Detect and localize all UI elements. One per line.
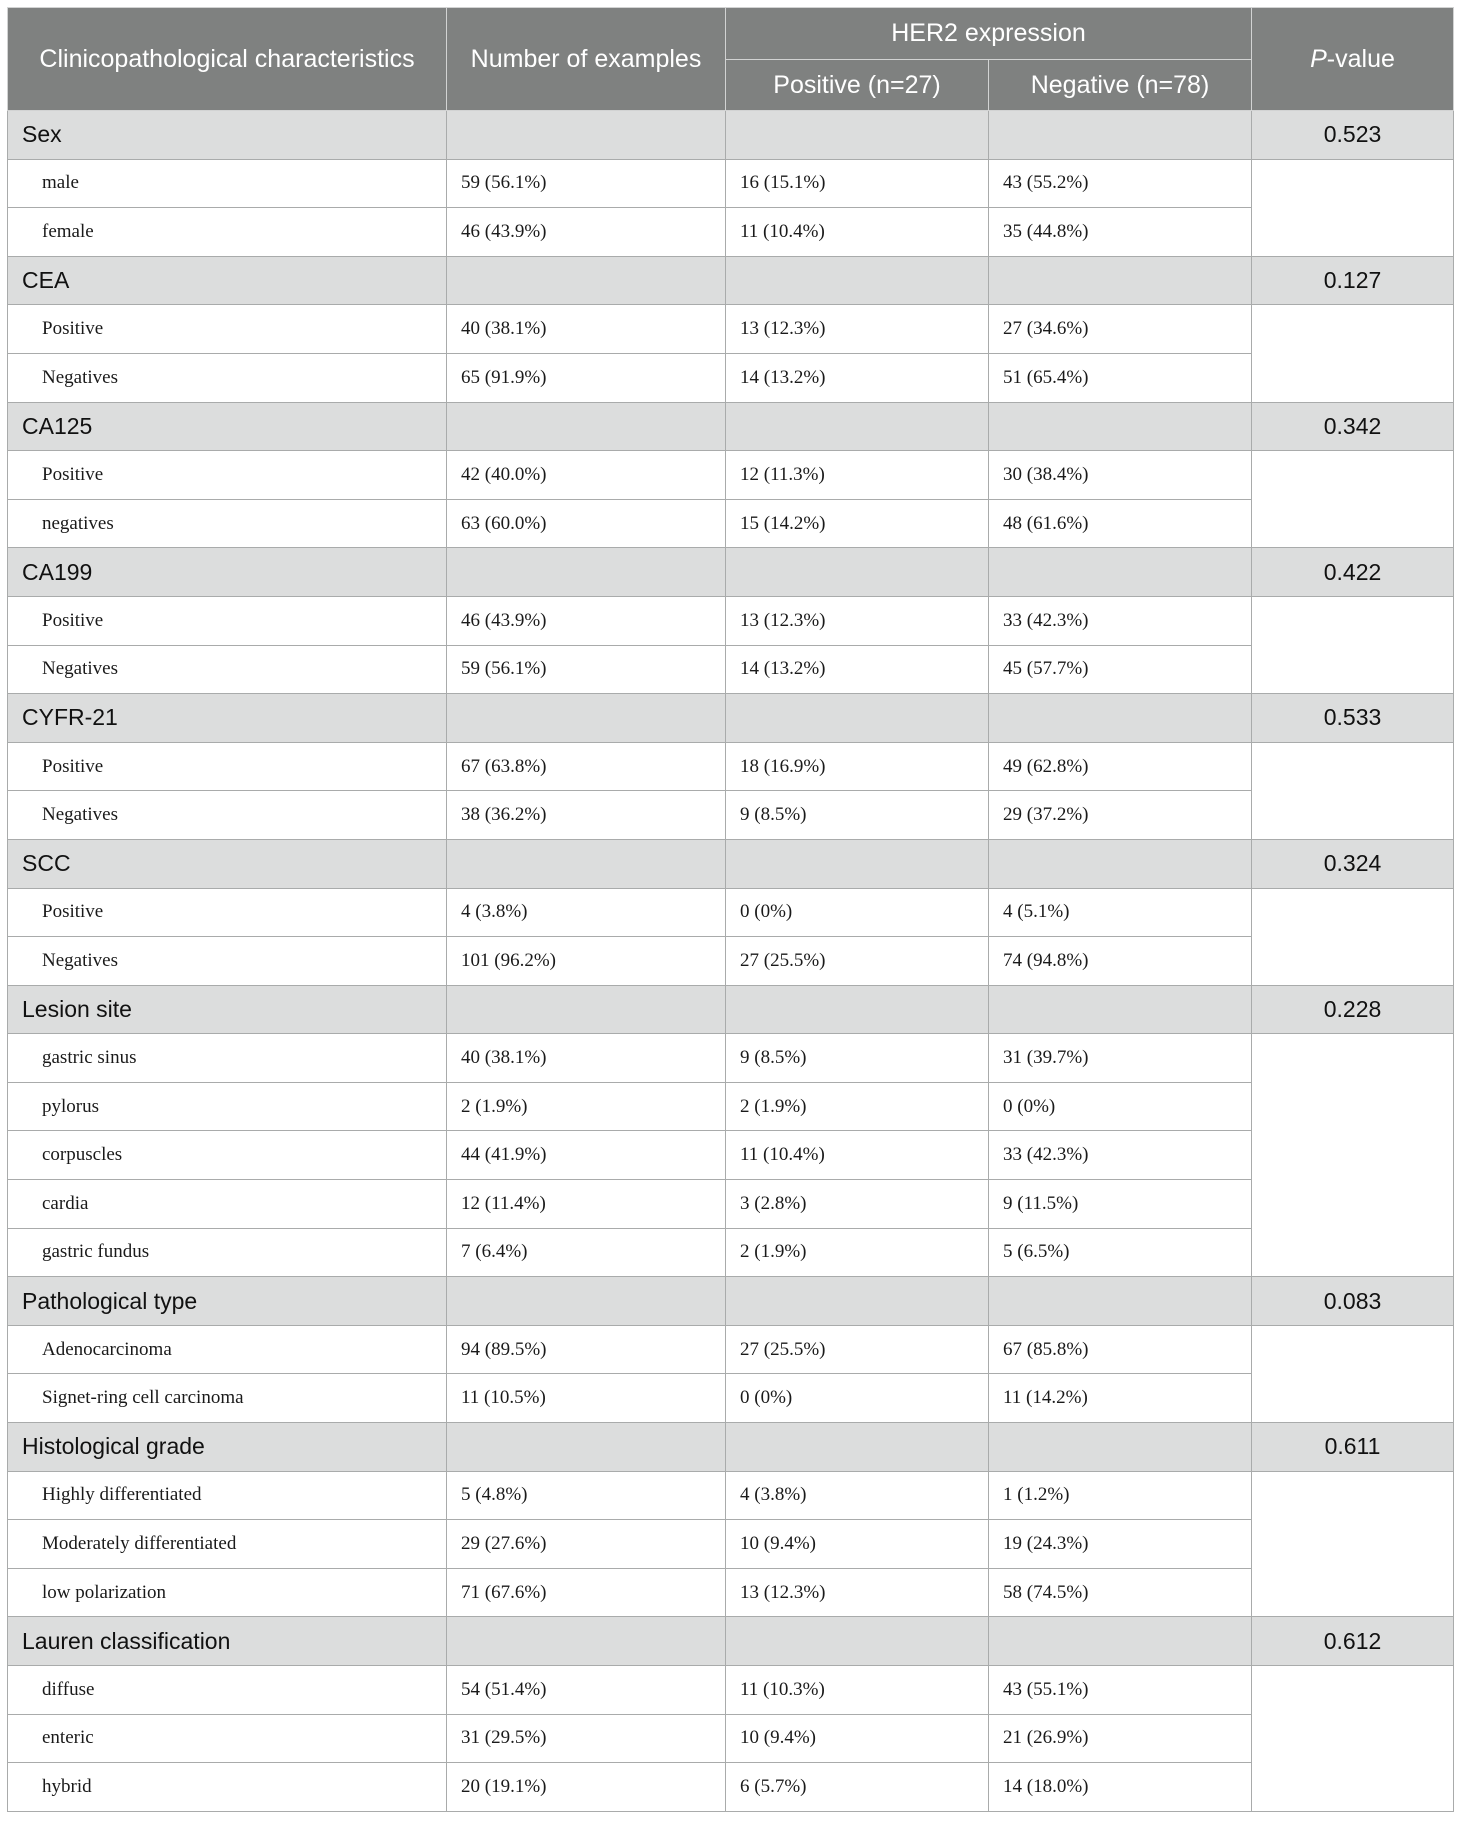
row-total: 63 (60.0%): [447, 499, 726, 548]
table-row: [8, 1520, 1454, 1569]
row-label: low polarization: [8, 1568, 447, 1617]
p-value-blank-cell: [1252, 1034, 1454, 1277]
row-total: 29 (27.6%): [447, 1520, 726, 1569]
row-label: Negatives: [8, 937, 447, 986]
row-total: 12 (11.4%): [447, 1180, 726, 1229]
row-label: cardia: [8, 1180, 447, 1229]
group-blank-cell: [989, 548, 1252, 597]
row-label: diffuse: [8, 1666, 447, 1715]
row-positive: 0 (0%): [726, 888, 989, 937]
group-blank-cell: [726, 111, 989, 160]
group-name: Sex: [8, 111, 447, 160]
row-total: 67 (63.8%): [447, 742, 726, 791]
row-positive: 18 (16.9%): [726, 742, 989, 791]
group-name: CA199: [8, 548, 447, 597]
row-total: 7 (6.4%): [447, 1228, 726, 1277]
row-total: 11 (10.5%): [447, 1374, 726, 1423]
group-blank-cell: [447, 256, 726, 305]
p-value-blank-cell: [1252, 596, 1454, 693]
group-name: CYFR-21: [8, 694, 447, 743]
p-value-blank-cell: [1252, 888, 1454, 985]
table-row: [8, 1082, 1454, 1131]
group-p-value: 0.324: [1252, 839, 1454, 888]
group-p-value: 0.083: [1252, 1277, 1454, 1326]
row-positive: 4 (3.8%): [726, 1471, 989, 1520]
group-name: Lauren classification: [8, 1617, 447, 1666]
row-positive: 13 (12.3%): [726, 596, 989, 645]
row-negative: 49 (62.8%): [989, 742, 1252, 791]
row-total: 59 (56.1%): [447, 645, 726, 694]
group-blank-cell: [726, 694, 989, 743]
row-label: Positive: [8, 888, 447, 937]
table-row: [8, 1180, 1454, 1229]
row-negative: 9 (11.5%): [989, 1180, 1252, 1229]
row-negative: 11 (14.2%): [989, 1374, 1252, 1423]
group-name: Lesion site: [8, 985, 447, 1034]
row-total: 101 (96.2%): [447, 937, 726, 986]
row-positive: 3 (2.8%): [726, 1180, 989, 1229]
row-label: gastric fundus: [8, 1228, 447, 1277]
header-characteristics: Clinicopathological characteristics: [8, 8, 447, 111]
table-row: [8, 1228, 1454, 1277]
header-p-value-italic: P: [1310, 44, 1327, 73]
header-number-of-examples: Number of examples: [447, 8, 726, 111]
group-p-value: 0.612: [1252, 1617, 1454, 1666]
table-row: [8, 305, 1454, 354]
group-blank-cell: [447, 839, 726, 888]
group-blank-cell: [726, 839, 989, 888]
row-label: Adenocarcinoma: [8, 1325, 447, 1374]
table-row: [8, 937, 1454, 986]
group-blank-cell: [989, 1423, 1252, 1472]
group-header-row: [8, 985, 1454, 1034]
row-total: 40 (38.1%): [447, 305, 726, 354]
group-header-row: [8, 1617, 1454, 1666]
row-positive: 11 (10.4%): [726, 208, 989, 257]
group-header-row: [8, 839, 1454, 888]
row-total: 42 (40.0%): [447, 451, 726, 500]
table-row: [8, 1374, 1454, 1423]
row-positive: 15 (14.2%): [726, 499, 989, 548]
p-value-blank-cell: [1252, 159, 1454, 256]
data-table-container: [7, 7, 1453, 1812]
row-positive: 12 (11.3%): [726, 451, 989, 500]
row-label: gastric sinus: [8, 1034, 447, 1083]
table-row: [8, 791, 1454, 840]
her2-characteristics-table: [7, 7, 1454, 1812]
row-positive: 9 (8.5%): [726, 1034, 989, 1083]
row-negative: 30 (38.4%): [989, 451, 1252, 500]
group-blank-cell: [447, 111, 726, 160]
table-row: [8, 645, 1454, 694]
group-p-value: 0.523: [1252, 111, 1454, 160]
row-negative: 48 (61.6%): [989, 499, 1252, 548]
group-blank-cell: [726, 1617, 989, 1666]
row-total: 4 (3.8%): [447, 888, 726, 937]
group-blank-cell: [447, 548, 726, 597]
row-total: 40 (38.1%): [447, 1034, 726, 1083]
row-positive: 10 (9.4%): [726, 1714, 989, 1763]
row-positive: 6 (5.7%): [726, 1763, 989, 1812]
row-total: 46 (43.9%): [447, 596, 726, 645]
row-negative: 14 (18.0%): [989, 1763, 1252, 1812]
group-p-value: 0.533: [1252, 694, 1454, 743]
row-label: Positive: [8, 451, 447, 500]
table-row: [8, 1325, 1454, 1374]
row-negative: 1 (1.2%): [989, 1471, 1252, 1520]
row-positive: 11 (10.3%): [726, 1666, 989, 1715]
row-negative: 31 (39.7%): [989, 1034, 1252, 1083]
group-name: CA125: [8, 402, 447, 451]
p-value-blank-cell: [1252, 1325, 1454, 1422]
group-blank-cell: [989, 402, 1252, 451]
row-positive: 2 (1.9%): [726, 1082, 989, 1131]
group-blank-cell: [989, 694, 1252, 743]
group-blank-cell: [726, 985, 989, 1034]
group-blank-cell: [726, 402, 989, 451]
row-label: hybrid: [8, 1763, 447, 1812]
row-positive: 14 (13.2%): [726, 645, 989, 694]
row-total: 65 (91.9%): [447, 353, 726, 402]
table-row: [8, 499, 1454, 548]
row-positive: 27 (25.5%): [726, 1325, 989, 1374]
group-blank-cell: [726, 1423, 989, 1472]
p-value-blank-cell: [1252, 451, 1454, 548]
row-negative: 67 (85.8%): [989, 1325, 1252, 1374]
table-row: [8, 1131, 1454, 1180]
row-label: Positive: [8, 596, 447, 645]
row-positive: 0 (0%): [726, 1374, 989, 1423]
row-total: 31 (29.5%): [447, 1714, 726, 1763]
group-name: Pathological type: [8, 1277, 447, 1326]
row-positive: 11 (10.4%): [726, 1131, 989, 1180]
row-negative: 51 (65.4%): [989, 353, 1252, 402]
row-total: 38 (36.2%): [447, 791, 726, 840]
table-row: [8, 1568, 1454, 1617]
row-label: Positive: [8, 305, 447, 354]
header-positive: Positive (n=27): [726, 60, 989, 111]
table-row: [8, 353, 1454, 402]
row-positive: 13 (12.3%): [726, 1568, 989, 1617]
row-label: pylorus: [8, 1082, 447, 1131]
group-blank-cell: [989, 256, 1252, 305]
group-blank-cell: [447, 402, 726, 451]
row-negative: 21 (26.9%): [989, 1714, 1252, 1763]
table-row: [8, 451, 1454, 500]
row-label: enteric: [8, 1714, 447, 1763]
group-blank-cell: [726, 1277, 989, 1326]
p-value-blank-cell: [1252, 742, 1454, 839]
row-negative: 27 (34.6%): [989, 305, 1252, 354]
row-negative: 43 (55.1%): [989, 1666, 1252, 1715]
row-positive: 2 (1.9%): [726, 1228, 989, 1277]
table-row: [8, 1471, 1454, 1520]
row-positive: 10 (9.4%): [726, 1520, 989, 1569]
table-row: [8, 1666, 1454, 1715]
row-negative: 5 (6.5%): [989, 1228, 1252, 1277]
row-negative: 19 (24.3%): [989, 1520, 1252, 1569]
row-label: Negatives: [8, 353, 447, 402]
row-total: 20 (19.1%): [447, 1763, 726, 1812]
row-negative: 33 (42.3%): [989, 1131, 1252, 1180]
row-total: 2 (1.9%): [447, 1082, 726, 1131]
p-value-blank-cell: [1252, 1666, 1454, 1812]
row-label: Highly differentiated: [8, 1471, 447, 1520]
row-positive: 27 (25.5%): [726, 937, 989, 986]
row-positive: 14 (13.2%): [726, 353, 989, 402]
row-label: Negatives: [8, 791, 447, 840]
row-negative: 58 (74.5%): [989, 1568, 1252, 1617]
group-header-row: [8, 1277, 1454, 1326]
row-negative: 35 (44.8%): [989, 208, 1252, 257]
row-negative: 0 (0%): [989, 1082, 1252, 1131]
row-label: negatives: [8, 499, 447, 548]
group-header-row: [8, 1423, 1454, 1472]
group-header-row: [8, 111, 1454, 160]
group-blank-cell: [989, 985, 1252, 1034]
row-negative: 29 (37.2%): [989, 791, 1252, 840]
row-negative: 43 (55.2%): [989, 159, 1252, 208]
row-total: 59 (56.1%): [447, 159, 726, 208]
group-name: CEA: [8, 256, 447, 305]
group-blank-cell: [447, 985, 726, 1034]
row-label: female: [8, 208, 447, 257]
group-p-value: 0.127: [1252, 256, 1454, 305]
group-header-row: [8, 402, 1454, 451]
row-label: Moderately differentiated: [8, 1520, 447, 1569]
p-value-blank-cell: [1252, 305, 1454, 402]
row-total: 46 (43.9%): [447, 208, 726, 257]
table-row: [8, 888, 1454, 937]
table-row: [8, 1714, 1454, 1763]
row-label: corpuscles: [8, 1131, 447, 1180]
p-value-blank-cell: [1252, 1471, 1454, 1617]
header-her2-expression: HER2 expression: [726, 8, 1252, 60]
table-row: [8, 1034, 1454, 1083]
group-blank-cell: [989, 111, 1252, 160]
table-body: [8, 111, 1454, 1812]
row-negative: 45 (57.7%): [989, 645, 1252, 694]
table-row: [8, 1763, 1454, 1812]
row-positive: 9 (8.5%): [726, 791, 989, 840]
row-label: Positive: [8, 742, 447, 791]
group-blank-cell: [726, 548, 989, 597]
group-blank-cell: [989, 1617, 1252, 1666]
group-blank-cell: [989, 839, 1252, 888]
group-blank-cell: [447, 1617, 726, 1666]
row-total: 71 (67.6%): [447, 1568, 726, 1617]
group-name: SCC: [8, 839, 447, 888]
group-header-row: [8, 256, 1454, 305]
group-p-value: 0.611: [1252, 1423, 1454, 1472]
group-blank-cell: [447, 1423, 726, 1472]
header-p-value: [1252, 8, 1454, 111]
row-positive: 16 (15.1%): [726, 159, 989, 208]
row-total: 94 (89.5%): [447, 1325, 726, 1374]
table-header: [8, 8, 1454, 111]
row-total: 5 (4.8%): [447, 1471, 726, 1520]
row-total: 54 (51.4%): [447, 1666, 726, 1715]
row-label: Signet-ring cell carcinoma: [8, 1374, 447, 1423]
row-label: male: [8, 159, 447, 208]
table-row: [8, 159, 1454, 208]
row-negative: 4 (5.1%): [989, 888, 1252, 937]
table-row: [8, 596, 1454, 645]
group-p-value: 0.228: [1252, 985, 1454, 1034]
row-total: 44 (41.9%): [447, 1131, 726, 1180]
table-row: [8, 742, 1454, 791]
row-label: Negatives: [8, 645, 447, 694]
group-name: Histological grade: [8, 1423, 447, 1472]
table-row: [8, 208, 1454, 257]
group-blank-cell: [726, 256, 989, 305]
group-header-row: [8, 548, 1454, 597]
header-p-value-rest: -value: [1326, 44, 1395, 73]
group-blank-cell: [989, 1277, 1252, 1326]
row-negative: 33 (42.3%): [989, 596, 1252, 645]
group-header-row: [8, 694, 1454, 743]
row-negative: 74 (94.8%): [989, 937, 1252, 986]
group-p-value: 0.422: [1252, 548, 1454, 597]
group-blank-cell: [447, 1277, 726, 1326]
group-blank-cell: [447, 694, 726, 743]
group-p-value: 0.342: [1252, 402, 1454, 451]
header-negative: Negative (n=78): [989, 60, 1252, 111]
row-positive: 13 (12.3%): [726, 305, 989, 354]
